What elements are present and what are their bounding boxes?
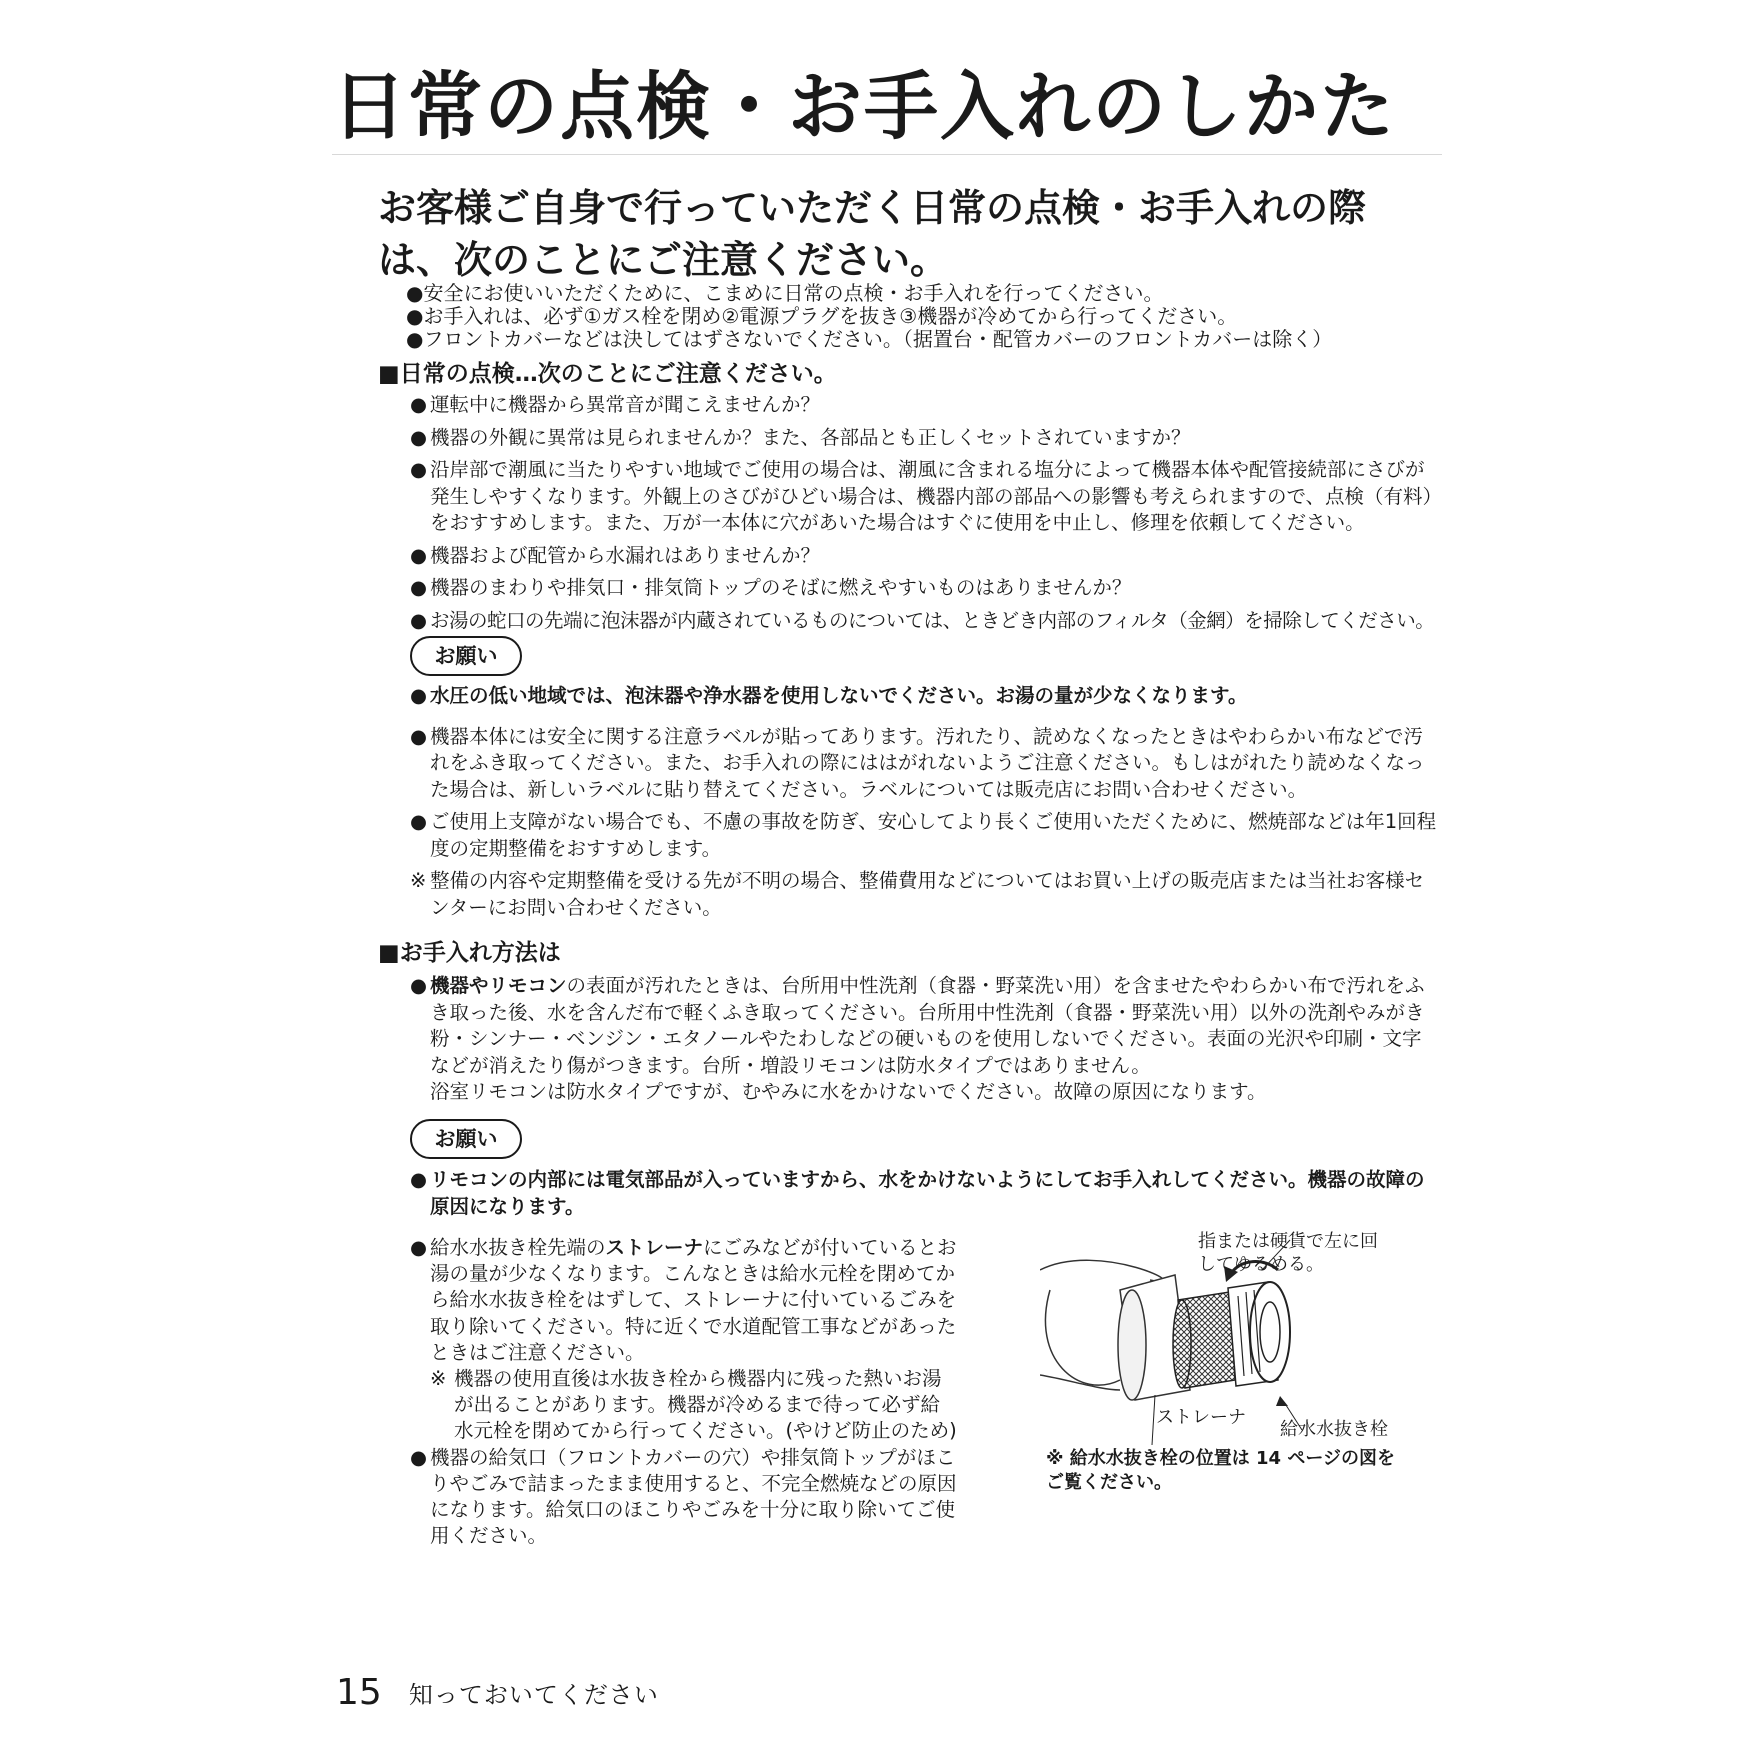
list-item: ● 機器の給気口（フロントカバーの穴）や排気筒トップがほこりやごみで詰まったまま使用すると、不完全燃焼などの原因になります。給気口のほこりやごみを十分に取り除いてご使用ください。 (410, 1445, 957, 1548)
figure-label-strainer: ストレーナ (1156, 1407, 1246, 1428)
care-list (410, 973, 1440, 1112)
list-item: ● 機器本体には安全に関する注意ラベルが貼ってあります。汚れたり、読めなくなったときはやわらかい布などで汚れをふき取ってください。また、お手入れの際にははがれないようご注意ください。もしはがれたり読めなくなった場合は、新しいラベルに貼り替えてください。ラベルについては販売店にお問い合わせください。 (410, 724, 1425, 801)
figure-note: ※ 給水水抜き栓の位置は 14 ページの図をご覧ください。 (1046, 1448, 1395, 1493)
page-title: 日常の点検・お手入れのしかた (332, 60, 1442, 155)
strainer-text (410, 1235, 958, 1549)
list-item: ● ご使用上支障がない場合でも、不慮の事故を防ぎ、安心してより長くご使用いただくために、燃焼部などは年1回程度の定期整備をおすすめします。 (410, 810, 1437, 860)
intro-item: ●安全にお使いいただくために、こまめに日常の点検・お手入れを行ってください。 (406, 281, 1164, 305)
notice-badge: お願い (410, 1119, 522, 1159)
figure-instruction: 指または硬貨で左に回してゆるめる。 (1198, 1231, 1378, 1275)
page-footer (336, 1672, 659, 1713)
notice-list (410, 1167, 1440, 1226)
list-item: ● お湯の蛇口の先端に泡沫器が内蔵されているものについては、ときどき内部のフィルタ（金網）を掃除してください。 (410, 608, 1435, 632)
section-heading-inspection: ■日常の点検…次のことにご注意ください。 (378, 361, 837, 387)
list-item: ● 機器および配管から水漏れはありませんか？ (410, 543, 821, 567)
list-item: ● 給水水抜き栓先端のストレーナにごみなどが付いているとお湯の量が少なくなります。こんなときは給水元栓を閉めてから給水水抜き栓をはずして、ストレーナに付いているごみを取り除いてください。特に近くで水道配管工事などがあったときはご注意ください。 (410, 1236, 957, 1364)
page-number: 15 (336, 1672, 382, 1713)
lead-text: お客様ご自身で行っていただく日常の点検・お手入れの際は、次のことにご注意ください。 (378, 186, 1367, 282)
figure-label-drain-plug: 給水水抜き栓 (1280, 1419, 1388, 1440)
intro-item: ●フロントカバーなどは決してはずさないでください。（据置台・配管カバーのフロントカバーは除く） (406, 327, 1333, 351)
intro-item: ●お手入れは、必ず①ガス栓を閉め②電源プラグを抜き③機器が冷めてから行ってください。 (406, 304, 1238, 328)
list-item: ● 機器やリモコンの表面が汚れたときは、台所用中性洗剤（食器・野菜洗い用）を含ませたやわらかい布で汚れをふき取った後、水を含んだ布で軽くふき取ってください。台所用中性洗剤（食器・野菜洗い用）以外の洗剤やみがき粉・シンナー・ベンジン・エタノールやたわしなどの硬いものを使用しないでください。表面の光沢や印刷・文字などが消えたり傷がつきます。台所・増設リモコンは防水タイプではありません。 浴室リモコンは防水タイプですが、むやみに水をかけないでください。故障の原因になります。 (410, 974, 1425, 1103)
list-item: ● 機器のまわりや排気口・排気筒トップのそばに燃えやすいものはありませんか？ (410, 576, 1132, 599)
notice-bold-item: ● 水圧の低い地域では、泡沫器や浄水器を使用しないでください。お湯の量が少なくなります。 (410, 684, 1248, 707)
list-item: ● 機器の外観に異常は見られませんか？また、各部品とも正しくセットされていますか？ (410, 425, 1191, 449)
intro-list (406, 282, 1446, 351)
notice-list (410, 683, 1440, 927)
section-heading-care: ■お手入れ方法は (378, 940, 561, 966)
inspection-list (410, 392, 1440, 640)
note-item: ※ 機器の使用直後は水抜き栓から機器内に残った熱いお湯が出ることがあります。機器が冷めるまで待って必ず給水元栓を閉めてから行ってください。(やけど防止のため) (430, 1367, 957, 1443)
list-item: ● 運転中に機器から異常音が聞こえませんか？ (410, 393, 821, 416)
footer-text: 知っておいてください (408, 1681, 659, 1709)
list-item: ● 沿岸部で潮風に当たりやすい地域でご使用の場合は、潮風に含まれる塩分によって機器本体や配管接続部にさびが発生しやすくなります。外観上のさびがひどい場合は、機器内部の部品への影響も考えられますので、点検（有料）をおすすめします。また、万が一本体に穴があいた場合はすぐに使用を中止し、修理を依頼してください。 (410, 458, 1433, 534)
notice-bold-item: ● リモコンの内部には電気部品が入っていますから、水をかけないようにしてお手入れしてください。機器の故障の原因になります。 (410, 1168, 1425, 1218)
notice-badge: お願い (410, 636, 522, 676)
note-item: ※ 整備の内容や定期整備を受ける先が不明の場合、整備費用などについてはお買い上げの販売店または当社お客様センターにお問い合わせください。 (410, 869, 1425, 919)
